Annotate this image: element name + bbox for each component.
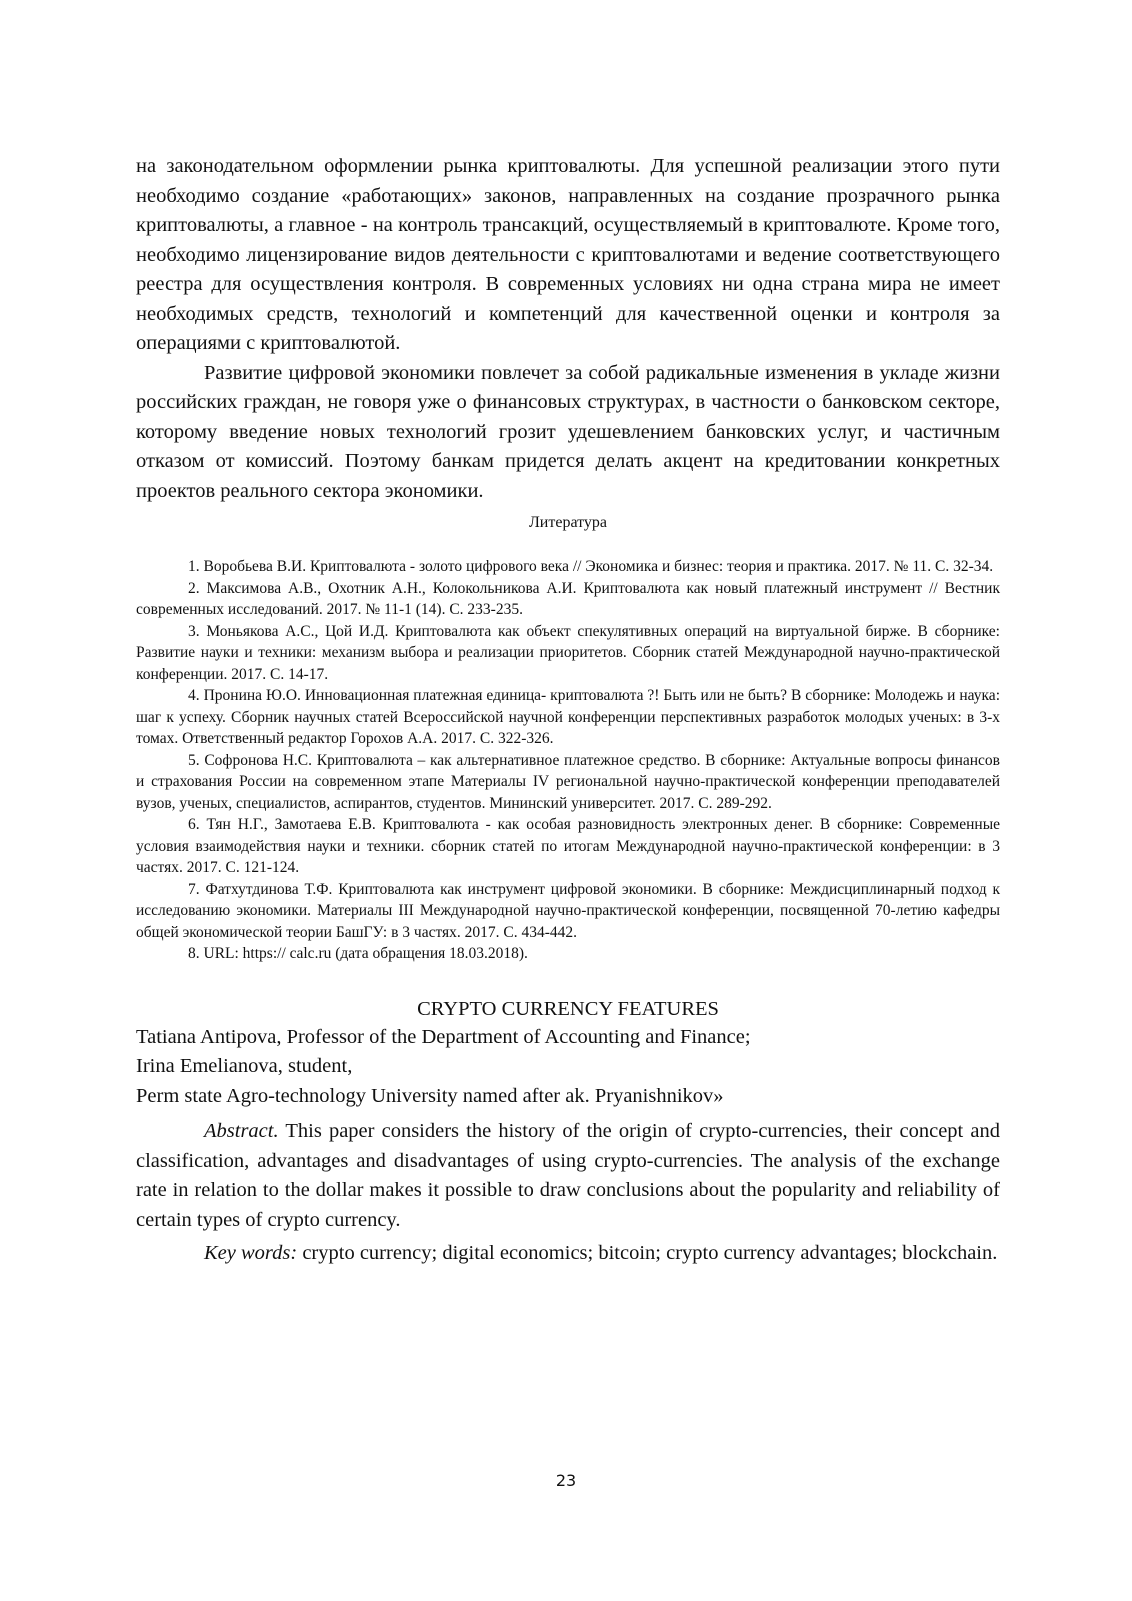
- article-title: CRYPTO CURRENCY FEATURES: [417, 997, 719, 1020]
- reference-item: 6. Тян Н.Г., Замотаева Е.В. Криптовалюта - как особая разновидность электронных денег. В сборнике: Современные условия взаимодействия науки и техники. сборник статей по итогам Международной научно-практической конференции: в 3 частях. 2017. С. 121-124.: [136, 816, 1000, 876]
- body-paragraph-2: Развитие цифровой экономики повлечет за собой радикальные изменения в укладе жизни российских граждан, не говоря уже о финансовых структурах, в частности о банковском секторе, которому введение новых технологий грозит удешевлением банковских услуг, и частичным отказом от комиссий. Поэтому банкам придется делать акцент на кредитовании конкретных проектов реального сектора экономики.: [136, 361, 1000, 502]
- reference-item: 1. Воробьева В.И. Криптовалюта - золото цифрового века // Экономика и бизнес: теория и практика. 2017. № 11. С. 32-34.: [188, 558, 994, 575]
- reference-item: 4. Пронина Ю.О. Инновационная платежная единица- криптовалюта ?! Быть или не быть? В сборнике: Молодежь и наука: шаг к успеху. Сборник научных статей Всероссийской научной конференции перспективных разработок молодых ученых: в 3-х томах. Ответственный редактор Горохов А.А. 2017. С. 322-326.: [136, 687, 1000, 747]
- reference-list: [136, 556, 1000, 965]
- document-page: [136, 152, 1000, 1269]
- reference-item: 8. URL: https:// calc.ru (дата обращения 18.03.2018).: [188, 945, 528, 962]
- keywords-paragraph: [136, 1239, 1000, 1269]
- literature-heading: Литература: [528, 514, 608, 531]
- reference-item: 2. Максимова А.В., Охотник А.Н., Колокольникова А.И. Криптовалюта как новый платежный инструмент // Вестник современных исследований. 2017. № 11-1 (14). С. 233-235.: [136, 579, 1000, 618]
- reference-item: 7. Фатхутдинова Т.Ф. Криптовалюта как инструмент цифровой экономики. В сборнике: Междисциплинарный подход к исследованию экономики. Материалы III Международной научно-практической конференции, посвященной 70-летию кафедры общей экономической теории БашГУ: в 3 частях. 2017. С. 434-442.: [136, 880, 1000, 941]
- keywords-label: Key words:: [204, 1242, 298, 1264]
- body-paragraph-1: на законодательном оформлении рынка криптовалюты. Для успешной реализации этого пути необходимо создание «работающих» законов, направленных на создание прозрачного рынка криптовалюты, а главное - на контроль трансакций, осуществляемый в криптовалюте. Кроме того, необходимо лицензирование видов деятельности с криптовалютами и ведение соответствующего реестра для осуществления контроля. В современных условиях ни одна страна мира не имеет необходимых средств, технологий и компетенций для качественной оценки и контроля за операциями с криптовалютой.: [136, 155, 1000, 354]
- author-line-1: Tatiana Antipova, Professor of the Department of Accounting and Finance;: [136, 1025, 751, 1048]
- abstract-text: This paper considers the history of the origin of crypto-currencies, their concept and classification, advantages and disadvantages of using crypto-currencies. The analysis of the exchange rate in relation to the dollar makes it possible to draw conclusions about the popularity and reliability of certain types of crypto currency.: [136, 1120, 1000, 1231]
- author-affiliation: Perm state Agro-technology University named after ak. Pryanishnikov»: [136, 1084, 724, 1107]
- abstract-paragraph: [136, 1117, 1000, 1235]
- page-number: 23: [555, 1471, 577, 1490]
- reference-item: 3. Моньякова А.С., Цой И.Д. Криптовалюта как объект спекулятивных операций на виртуальной бирже. В сборнике: Развитие науки и техники: механизм выбора и реализации приоритетов. Сборник статей Международной научно-практической конференции. 2017. С. 14-17.: [136, 622, 1000, 683]
- keywords-text: crypto currency; digital economics; bitcoin; crypto currency advantages; blockchain.: [297, 1242, 998, 1264]
- author-line-2: Irina Emelianova, student,: [136, 1055, 353, 1077]
- reference-item: 5. Софронова Н.С. Криптовалюта – как альтернативное платежное средство. В сборнике: Актуальные вопросы финансов и страхования России на современном этапе Материалы IV региональной научно-практической конференции преподавателей вузов, ученых, специалистов, аспирантов, студентов. Мининский университет. 2017. С. 289-292.: [136, 751, 1000, 812]
- abstract-label: Abstract.: [204, 1120, 279, 1142]
